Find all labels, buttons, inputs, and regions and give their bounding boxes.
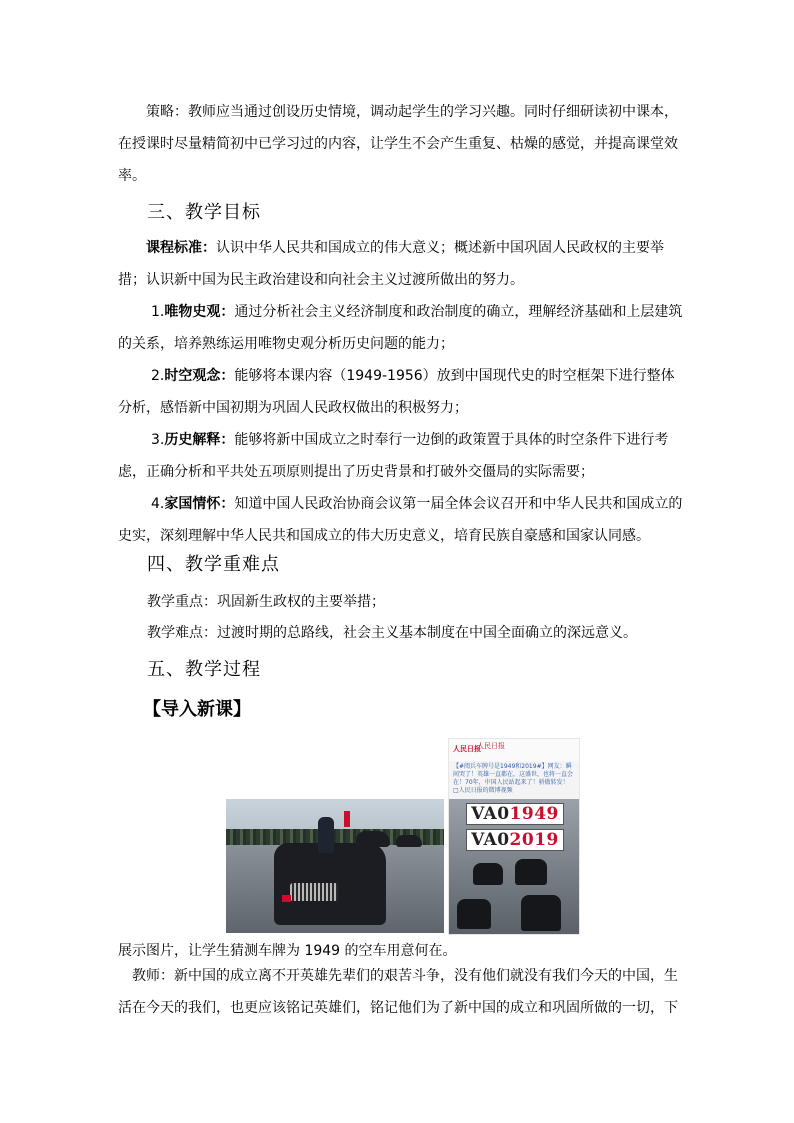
goal-3-number: 3. [151,432,165,448]
course-standard-paragraph [118,232,684,296]
photo-flag [282,895,291,902]
plate-2019-year: 2019 [509,830,559,850]
goal-3-paragraph [118,424,684,488]
strategy-paragraph [118,96,684,192]
key-point-text: 教学重点：巩固新生政权的主要举措； [147,594,385,610]
photo-car-back-1 [396,835,422,847]
intro-heading: 【导入新课】 [143,699,251,720]
teacher-text: ：新中国的成立离不开英雄先辈们的艰苦斗争，没有他们就没有我们今天的中国，生活在今天的我们，也更应该铭记英雄们，铭记他们为了新中国的成立和巩固所做的一切，下 [118,968,678,1016]
goal-1-label: 唯物史观： [164,304,235,320]
goal-3-text: 能够将新中国成立之时奉行一边倒的政策置于具体的时空条件下进行考虑，正确分析和平共处五项原则提出了历史背景和打破外交僵局的实际需要； [118,432,669,480]
goal-2-text: 能够将本课内容（1949-1956）放到中国现代史的时空框架下进行整体分析，感悟新中国初期为巩固人民政权做出的积极努力； [118,368,675,416]
plate-1949-prefix: VA0 [471,804,510,824]
plate-2019-prefix: VA0 [471,830,510,850]
section-5-heading: 五、教学过程 [147,659,261,680]
goal-1-number: 1. [151,304,165,320]
section-4-heading: 四、教学重难点 [147,554,280,575]
photo-car-grille [290,883,338,901]
plates-area [449,799,579,934]
goal-1-text: 通过分析社会主义经济制度和政治制度的确立，理解经济基础和上层建筑的关系，培养熟练运用唯物史观分析历史问题的能力； [118,304,683,352]
image-caption: 展示图片，让学生猜测车牌为 1949 的空车用意何在。 [118,943,457,959]
plate-1949-year: 1949 [509,804,559,824]
weibo-header [449,739,579,761]
weibo-account: 人民日报 [477,742,505,750]
goal-4-text: 知道中国人民政治协商会议第一届全体会议召开和中华人民共和国成立的史实，深刻理解中华人民共和国成立的伟大历史意义，培育民族自豪感和国家认同感。 [118,496,683,544]
goal-4-number: 4. [151,496,165,512]
goal-4-label: 家国情怀： [164,496,235,512]
teacher-label: 教师 [132,968,160,984]
goal-2-paragraph [118,360,684,424]
photo2-car-4 [521,895,561,931]
weibo-message: 【#阅兵车牌号是1949和2019#】网友：瞬间哭了！英雄一直都在，这盛世，也将一直会在！70年，中国人民站起来了！骄傲转发！ □人民日报的微博视频 [453,763,574,794]
photo2-car-3 [457,899,491,929]
photo2-car-1 [473,863,503,885]
goal-1-paragraph [118,296,684,360]
teacher-paragraph [118,960,684,1024]
goal-2-number: 2. [151,368,165,384]
course-standard-text: 认识中华人民共和国成立的伟大意义；概述新中国巩固人民政权的主要举措；认识新中国为民主政治建设和向社会主义过渡所做出的努力。 [118,240,664,288]
weibo-screenshot-photo [448,738,580,935]
plate-2019 [466,829,564,851]
weibo-logo: 人民日报 [453,745,481,753]
goal-2-label: 时空观念： [164,368,235,384]
strategy-label: 策略 [146,104,174,120]
goal-4-paragraph [118,488,684,552]
plate-1949 [466,803,564,825]
parade-car-photo [226,799,444,933]
strategy-text: ：教师应当通过创设历史情境，调动起学生的学习兴趣。同时仔细研读初中课本，在授课时尽量精简初中已学习过的内容，让学生不会产生重复、枯燥的感觉，并提高课堂效率。 [118,104,678,184]
course-standard-label: 课程标准： [146,240,216,256]
difficult-point-text: 教学难点：过渡时期的总路线，社会主义基本制度在中国全面确立的深远意义。 [147,625,637,641]
section-3-heading: 三、教学目标 [147,202,261,223]
goal-3-label: 历史解释： [164,432,235,448]
photo-red-banner [344,811,350,827]
photo2-car-2 [515,859,547,885]
photo-standing-figure [318,817,334,853]
